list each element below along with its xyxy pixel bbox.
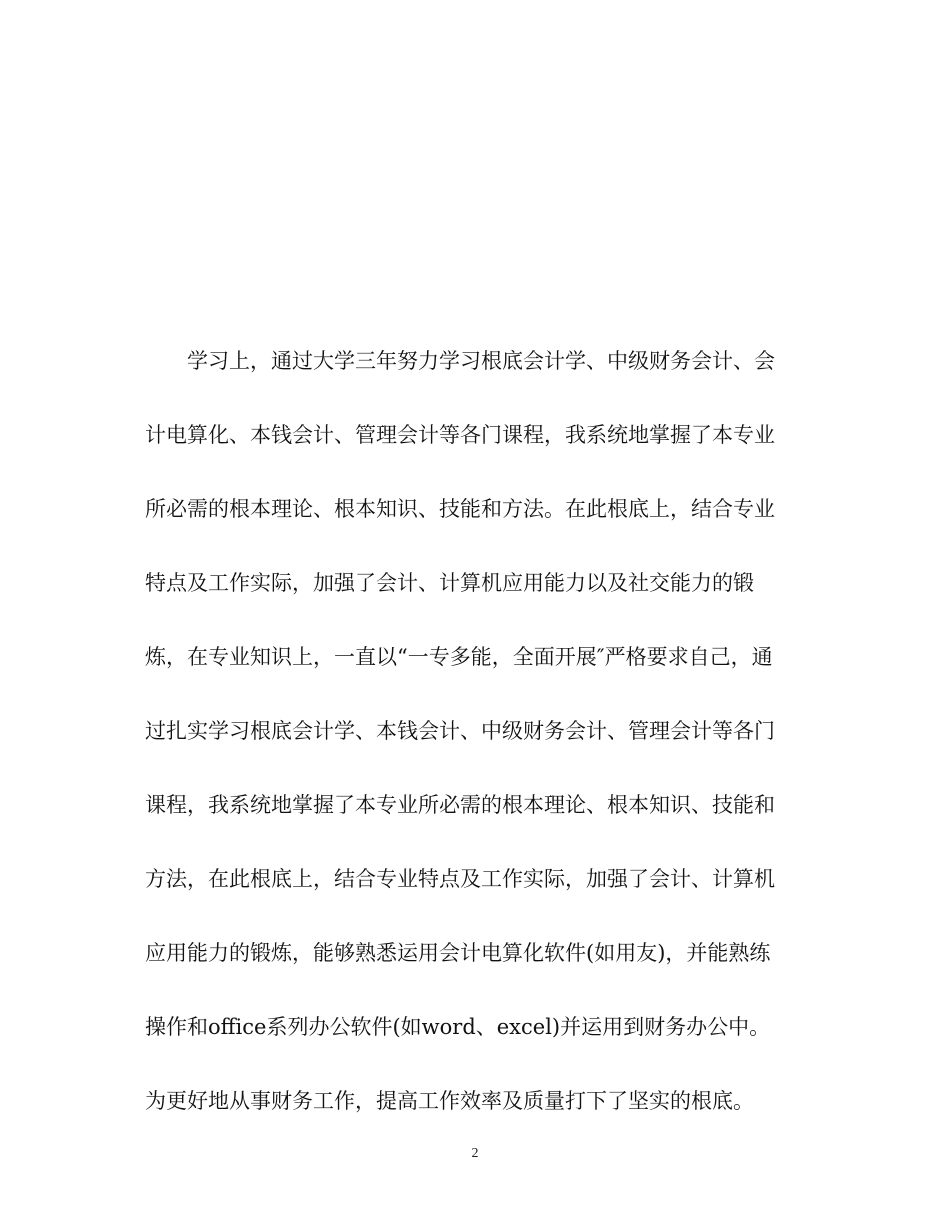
paragraph-line-8: 方法，在此根底上，结合专业特点及工作实际，加强了会计、计算机 (145, 867, 775, 891)
paragraph-line-11: 为更好地从事财务工作，提高工作效率及质量打下了坚实的根底。 (145, 1089, 754, 1113)
paragraph-line-3: 所必需的根本理论、根本知识、技能和方法。在此根底上，结合专业 (145, 497, 775, 521)
paragraph-line-7: 课程，我系统地掌握了本专业所必需的根本理论、根本知识、技能和 (145, 793, 775, 817)
paragraph-line-2: 计电算化、本钱会计、管理会计等各门课程，我系统地掌握了本专业 (145, 423, 775, 447)
paragraph-line-4: 特点及工作实际，加强了会计、计算机应用能力以及社交能力的锻 (145, 571, 754, 595)
paragraph-line-10: 操作和office系列办公软件(如word、excel)并运用到财务办公中。 (145, 1015, 771, 1039)
paragraph-line-1: 学习上，通过大学三年努力学习根底会计学、中级财务会计、会 (187, 349, 775, 373)
paragraph-line-5: 炼，在专业知识上，一直以“一专多能，全面开展″严格要求自己，通 (145, 645, 773, 669)
paragraph-line-9: 应用能力的锻炼，能够熟悉运用会计电算化软件(如用友)，并能熟练 (145, 941, 771, 965)
paragraph-line-6: 过扎实学习根底会计学、本钱会计、中级财务会计、管理会计等各门 (145, 719, 775, 743)
page-number: 2 (471, 1146, 479, 1161)
body-paragraph (145, 340, 815, 1154)
